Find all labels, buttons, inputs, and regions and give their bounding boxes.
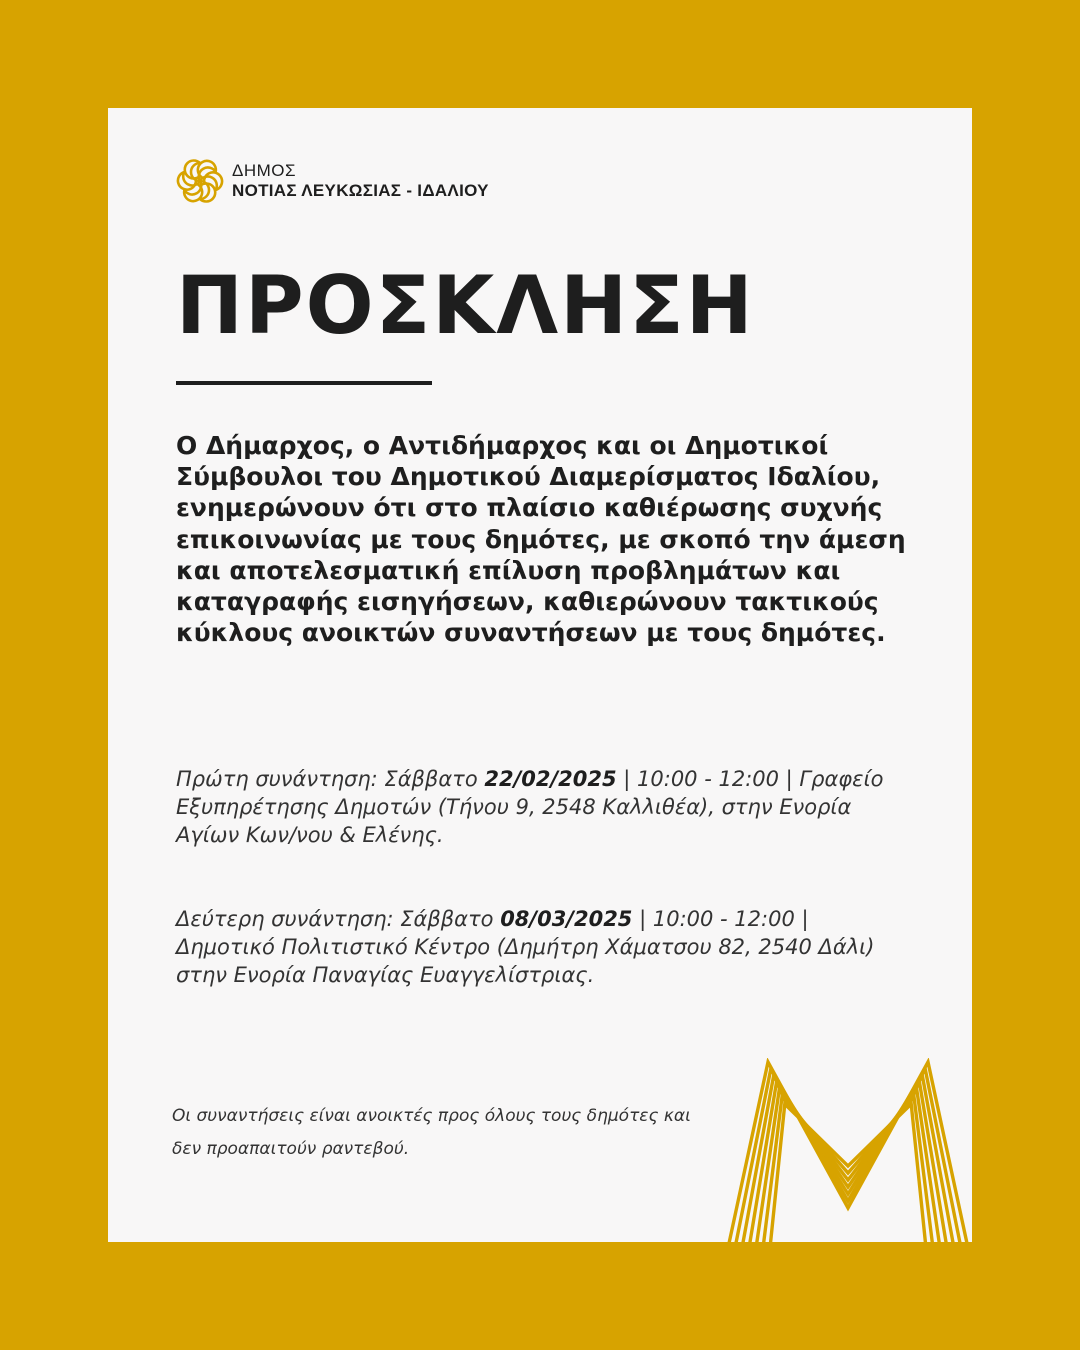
invitation-card [108,108,972,1242]
intro-paragraph: Ο Δήμαρχος, ο Αντιδήμαρχος και οι Δημοτικοί Σύμβουλοι του Δημοτικού Διαμερίσματος Ιδαλίου, ενημερώνουν ότι στο πλαίσιο καθιέρωσης συχνής επικοινωνίας με τους δημότες, με σκοπό την άμεση και αποτελεσματική επίλυση προβλημάτων και καταγραφής εισηγήσεων, καθιερώνουν τακτικούς κύκλους ανοικτών συναντήσεων με τους δημότες. [176,431,906,648]
municipality-name-line1: ΔΗΜΟΣ [232,161,297,180]
footer-note: Οι συναντήσεις είναι ανοικτές προς όλους τους δημότες και δεν προαπαιτούν ραντεβού. [172,1106,691,1159]
municipality-name-line2: ΝΟΤΙΑΣ ΛΕΥΚΩΣΙΑΣ - ΙΔΑΛΙΟΥ [232,181,489,200]
meeting-first-prefix: Πρώτη συνάντηση: Σάββατο [176,767,485,791]
meeting-first-details: | 10:00 - 12:00 | Γραφείο Εξυπηρέτησης Δημοτών (Τήνου 9, 2548 Καλλιθέα), στην Ενορία Αγίων Κων/νου & Ελένης. [176,767,884,847]
meeting-second-prefix: Δεύτερη συνάντηση: Σάββατο [176,907,501,931]
meeting-second [176,905,896,989]
meeting-second-date: 08/03/2025 [500,907,633,931]
page-title: ΠΡΟΣΚΛΗΣΗ [176,259,755,352]
title-divider [176,381,432,385]
municipality-name [232,161,489,201]
meeting-first [176,765,896,849]
meeting-first-date: 22/02/2025 [484,767,617,791]
municipality-logo [176,146,489,216]
meeting-second-details: | 10:00 - 12:00 | Δημοτικό Πολιτιστικό Κέντρο (Δημήτρη Χάματσου 82, 2540 Δάλι) στην Ενορία Παναγίας Ευαγγελίστριας. [176,907,875,987]
rosette-logo-icon [176,146,224,216]
striped-m-monogram-icon [724,1058,972,1242]
